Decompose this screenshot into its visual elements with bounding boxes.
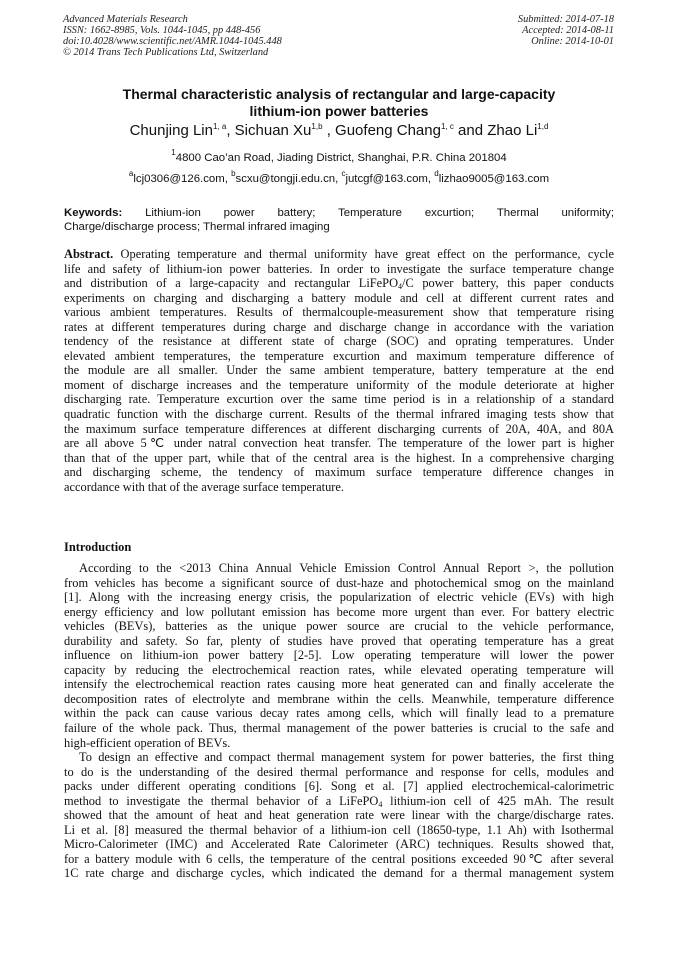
email-superscript: c: [341, 169, 346, 178]
author-emails: [60, 169, 618, 186]
intro-line: showed that the amount of heat and heat generation rate were linear with the charge/discharge rates.: [64, 808, 614, 823]
abstract-line: elevated ambient temperatures, the temperature excurtion and maximum temperature difference of: [64, 348, 614, 363]
email-link[interactable]: lizhao9005@163.com: [438, 173, 550, 185]
intro-line: energy efficiency and low pollutant emission has become more urgent than ever. For battery electric: [64, 604, 614, 619]
abstract-line: various ambient temperatures. Results of thermalcouple-measurement show that temperature rising: [64, 305, 614, 320]
author-name: Guofeng Chang: [335, 122, 441, 139]
intro-text: method to investigate the thermal behavior of a LiFePO: [64, 793, 379, 808]
intro-line: decomposition rates of electrolyte and membrane within the cells. Meanwhile, temperature difference: [64, 691, 614, 706]
intro-line: failure of the whole pack. Thus, thermal management of the power batteries is crucial to the safe and: [64, 721, 614, 736]
journal-issn: ISSN: 1662-8985, Vols. 1044-1045, pp 448-456: [63, 25, 261, 37]
affiliation-text: 4800 Cao’an Road, Jiading District, Shanghai, P.R. China 201804: [175, 152, 507, 164]
chem-subscript: 4: [398, 282, 403, 292]
journal-copyright: © 2014 Trans Tech Publications Ltd, Switzerland: [63, 47, 269, 59]
author-superscript: 1,b: [311, 122, 323, 131]
intro-line: capacity by reducing the electrochemical reaction rates, while elevated operating temperature will: [64, 662, 614, 677]
abstract-line: than that of the upper part, while that of the central area is the highest. In a comprehensive charging: [64, 450, 614, 465]
intro-line: According to the <2013 China Annual Vehicle Emission Control Annual Report >, the pollution: [79, 561, 614, 575]
abstract-line: moment of discharge increases and the temperature uniformity of the module deteriorate at higher: [64, 377, 614, 392]
intro-line: To design an effective and compact thermal management system for power batteries, the first thing: [79, 750, 614, 765]
intro-line: high-efficient operation of BEVs.: [64, 735, 231, 750]
abstract-line: discharging rate. Temperature excurtion over the same time period is in a relationship of a standard: [64, 392, 614, 407]
online-date: Online: 2014-10-01: [531, 36, 614, 48]
author-superscript: 1,d: [537, 122, 549, 131]
affiliation-superscript: 1: [171, 148, 176, 157]
intro-line: [1]. Along with the increasing energy crisis, the popularization of electric vehicle (EVs) with high: [64, 590, 614, 605]
intro-line: Li et al. [8] measured the thermal behavior of a lithium-ion cell (18650-type, 1.1 Ah) with Isothermal: [64, 822, 614, 837]
keywords-label: Keywords:: [64, 207, 123, 219]
intro-line: intensify the electrochemical reaction rates causing more heat generated can and finally accelerate the: [64, 677, 614, 692]
submitted-date: Submitted: 2014-07-18: [517, 14, 614, 25]
abstract-line: [64, 247, 614, 262]
introduction-heading: Introduction: [64, 540, 132, 554]
author-name: Zhao Li: [487, 122, 538, 139]
introduction-section: [64, 561, 614, 881]
intro-line: durability and safety. So far, plenty of studies have proved that operating temperature has a great: [64, 633, 614, 648]
abstract-line: quadratic function with the discharge current. Results of the thermal infrared imaging tests show that: [64, 407, 614, 422]
abstract-text: and distribution of a large-capacity and rectangular LiFePO: [64, 276, 399, 291]
journal-info: [63, 14, 282, 58]
abstract-text: Operating temperature and thermal uniformity have great effect on the performance, cycle: [120, 247, 614, 261]
abstract-line: the maximum surface temperature differences at different discharging currents of 20A, 40A, and 80A: [64, 421, 614, 436]
email-superscript: a: [128, 169, 134, 178]
author-separator: ,: [322, 122, 336, 139]
author-name: Sichuan Xu: [234, 122, 312, 139]
email-superscript: d: [434, 169, 439, 178]
intro-line: influence on lithium-ion power battery [2-5]. Low operating temperature will lower the power: [64, 648, 614, 663]
abstract-line: [64, 276, 614, 291]
intro-line: Micro-Calorimeter (IMC) and Accelerated Rate Calorimeter (ARC) techniques. Results showed that,: [64, 837, 614, 852]
journal-doi: doi:10.4028/www.scientific.net/AMR.1044-1045.448: [63, 36, 282, 48]
author-superscript: 1, a: [212, 122, 227, 131]
abstract-label: Abstract.: [64, 247, 114, 261]
title-line: Thermal characteristic analysis of rectangular and large-capacity: [122, 86, 556, 102]
abstract-text: /C power battery, this paper conducts: [402, 276, 614, 291]
intro-line: [64, 794, 614, 809]
author-separator: and: [453, 122, 488, 139]
abstract-line: and discharging scheme, the tendency of maximum surface temperature difference changes in: [64, 465, 614, 480]
intro-line: vehicles (BEVs), batteries as the unique power source are crucial to the vehicle performance,: [64, 619, 614, 634]
keywords-section: [64, 206, 614, 235]
keywords-line: [64, 206, 614, 220]
email-link[interactable]: scxu@tongji.edu.cn,: [235, 173, 342, 185]
submission-dates: [518, 14, 614, 47]
journal-name: Advanced Materials Research: [63, 14, 188, 25]
intro-line: 1C rate charge and discharge cycles, which indicated the demand for a thermal management system: [64, 866, 614, 881]
keywords-line: Charge/discharge process; Thermal infrared imaging: [64, 221, 330, 234]
intro-line: within the pack can cause various decay rates among cells, which will finally lead to a premature: [64, 706, 614, 721]
paper-title: [60, 86, 618, 120]
abstract-line: rates at different temperatures during charge and discharge change in accordance with the variation: [64, 319, 614, 334]
abstract-line: tendency of the resistance at different state of charge (SOC) and oprating temperatures. Under: [64, 334, 614, 349]
email-superscript: b: [231, 169, 236, 178]
author-list: [60, 122, 618, 140]
abstract-line: experiments on charging and discharging a battery module and cell at different current rates and: [64, 290, 614, 305]
author-superscript: 1, c: [440, 122, 454, 131]
accepted-date: Accepted: 2014-08-11: [522, 25, 614, 37]
abstract-line: life and safety of lithium-ion power batteries. In order to investigate the surface temperature change: [64, 261, 614, 276]
keywords-text: Lithium-ion power battery; Temperature excurtion; Thermal uniformity;: [145, 207, 614, 219]
intro-text: lithium-ion cell of 425 mAh. The result: [382, 793, 614, 808]
abstract-line: accordance with that of the average surface temperature.: [64, 479, 345, 494]
intro-line: from vehicles has become a significant source of dust-haze and photochemical smog on the mainland: [64, 575, 614, 590]
intro-line: packs under different operating conditions [6]. Song et al. [7] applied electrochemical-calorimetric: [64, 779, 614, 794]
email-link[interactable]: jutcgf@163.com,: [345, 173, 435, 185]
abstract-line: the module are all smaller. Under the same ambient temperature, battery temperature at the end: [64, 363, 614, 378]
intro-line: for a battery module with 6 cells, the temperature of the central positions exceeded 90℃ after several: [64, 851, 614, 866]
author-separator: ,: [226, 122, 235, 139]
chem-subscript: 4: [378, 799, 383, 809]
abstract-line: are all above 5℃ under natral convection heat transfer. The temperature of the lower part is higher: [64, 436, 614, 451]
author-name: Chunjing Lin: [129, 122, 213, 139]
affiliation: [60, 148, 618, 165]
email-link[interactable]: lcj0306@126.com,: [133, 173, 232, 185]
intro-line: to do is the understanding of the desired thermal performance and response for cells, modules and: [64, 764, 614, 779]
abstract-section: [64, 247, 614, 494]
title-line: lithium-ion power batteries: [249, 103, 429, 119]
